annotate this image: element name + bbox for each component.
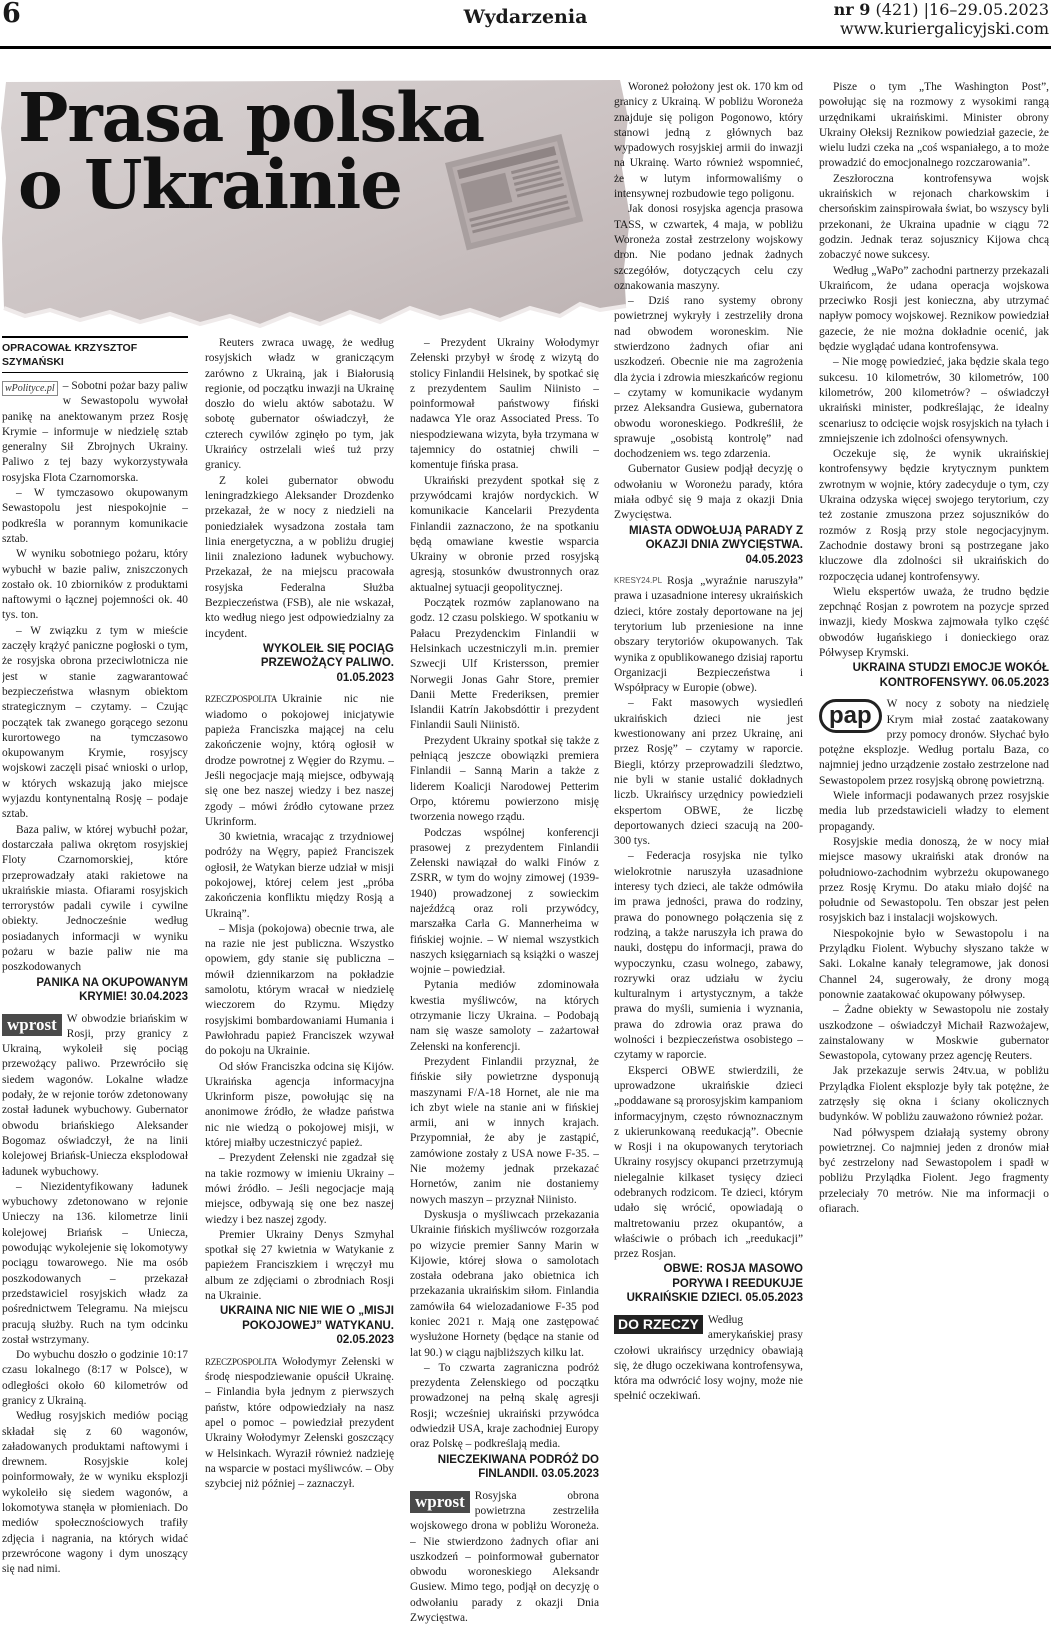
art3-headline: UKRAINA NIC NIE WIE O „MISJI POKOJOWEJ” WATYKANU. 02.05.2023 <box>220 1305 394 1347</box>
art7-headline: UKRAINA STUDZI EMOCJE WOKÓŁ KONTROFENSYWY. 06.05.2023 <box>852 662 1049 689</box>
art2-p1: W obwodzie briańskim w Rosji, przy granicy z Ukrainą, wykoleił się pociąg przewożący paliwo. Przewróciło się siedem wagonów. Lokalne władze podały, że w rejonie torów zdetonowany został ładunek wybuchowy. Gubernator obwodu briańskiego Aleksander Bogomaz oświadczył, że na linii kolejowej Briańsk-Uniecza eksplodował ładunek wybuchowy. <box>2 1012 188 1178</box>
art7-p1: Według amerykańskiej prasy czołowi ukraińscy urzędnicy obawiają się, że długo oczekiwana kontrofensywa, która ma odwrócić losy wojny, może nie spełnić oczekiwań. <box>614 1313 803 1403</box>
art4-p4: Początek rozmów zaplanowano na godz. 12 czasu polskiego. W spotkaniu w Pałacu Prezydenckim Finlandii w Helsinkach uczestniczyli m.in. premier Szwecji Ulf Kristersson, premier Norwegii Jonas Gahr Store, premier Danii Mette Frederiksen, premier Islandii Katrín Jakobsdóttir i prezydent Finlandii Sauli Niinistö. <box>410 597 599 732</box>
byline: OPRACOWAŁ KRZYSZTOF SZYMAŃSKI <box>2 336 188 373</box>
art3-p3: – Misja (pokojowa) obecnie trwa, ale na razie nie jest publiczna. Wszystko opowiem, gdy stanie się publiczna – mówił dziennikarzom na pokładzie samolotu, którym wracał w niedzielę wieczorem do Rzymu. Między rosyjskimi bombardowaniami Humania i Pawłohradu papież Franciszek wzywał do pokoju na Ukrainie. <box>205 922 394 1058</box>
art4-p1: Wołodymyr Zełenski w środę niespodziewanie opuścił Ukrainę. – Finlandia była jednym z pierwszych państw, które odpowiedziały na nasz apel o pomoc – powiedział prezydent Ukrainy Wołodymyr Zełenski goszczący w Helsinkach. Wyraził również nadzieję na wsparcie w postaci myśliwców. – Oby szybciej niż później – zaznaczył. <box>205 1355 394 1491</box>
art8-p7: Nad półwyspem działają systemy obrony powietrznej. Co najmniej jeden z dronów miał być zestrzelony nad Sewastopolem i spadł w pobliżu Przylądka Fiolent. Jego fragmenty przeleciały 70 metrów. Nie ma informacji o ofiarach. <box>819 1126 1049 1216</box>
art7-p7: Wielu ekspertów uważa, że trudno będzie zepchnąć Rosjan z powrotem na pozycje sprzed inwazji, kiedy Moskwa zajmowała tylko część obwodów ługańskiego i donieckiego oraz Półwysep Krymski. <box>819 585 1049 659</box>
column-1 <box>2 336 188 1634</box>
issue-number: nr 9 <box>833 0 871 19</box>
column-3 <box>410 336 599 1634</box>
art2-p5: Reuters zwraca uwagę, że według rosyjskich władz w graniczącym zarówno z Ukrainą, jak i Białorusią regionie, od początku inwazji na Ukrainę doszło do wielu aktów sabotażu. W sobotę gubernator oświadczył, że czterech cywilów zginęło po tym, jak Ukraińcy ostrzelali wieś tuż przy granicy. <box>205 337 394 472</box>
rzeczpospolita-logo: RZECZPOSPOLITA <box>205 694 278 705</box>
art7-p3: Zeszłoroczna kontrofensywa wojsk ukraińskich w rejonach charkowskim i chersońskim zainspirowała świat, bo wszyscy byli przekonani, że Ukraina upadnie w ciągu 72 godzin. Jednak teraz sojusznicy Kijowa chcą zobaczyć nowe sukcesy. <box>819 172 1049 262</box>
art6-p1: Rosja „wyraźnie naruszyła” prawa i uzasadnione interesy ukraińskich dzieci, które zostały deportowane na jej terytorium lub przeniesione na inne obszary terytoriów okupowanych. Tak wynika z opublikowanego dzisiaj raportu Organizacji Bezpieczeństwa i Współpracy w Europie (obwe). <box>614 575 803 695</box>
dorzeczy-logo: DO RZECZY <box>614 1315 703 1334</box>
art4-p8: Prezydent Finlandii przyznał, że fińskie siły powietrzne dysponują maszynami F/A-18 Hornet, ale nie ma ich zbyt wiele na stanie ani w fińskiej armii, ani w innych krajach. Przypomniał, że aby je zastąpić, zamówione zostały z USA nowe F-35. – Nie możemy jednak przekazać Hornetów, zanim nie dostaniemy nowych maszyn – przyznał Niinisto. <box>410 1055 599 1206</box>
wprost-logo-2: wprost <box>410 1491 470 1513</box>
art7-p4: Według „WaPo” zachodni partnerzy przekazali Ukraińcom, że udana operacja wojskowa przeciwko Rosji jest konieczna, aby utrzymać napływ pomocy wojskowej. Reznikow powiedział gazecie, że nie można dokładnie ocenić, jak będzie wyglądać udana kontrofensywa. <box>819 264 1049 354</box>
art8-p4: Niespokojnie było w Sewastopolu i na Przylądku Fiolent. Wybuchy słyszano także w Saki. Lokalne kanały telegramowe, jak donosi Channel 24, sugerowały, że drony mogą ponownie zaatakować okupowany półwysep. <box>819 927 1049 1001</box>
website-link[interactable]: www.kuriergalicyjski.com <box>839 19 1049 38</box>
page-header <box>0 0 1051 49</box>
art7-p6: Oczekuje się, że wynik ukraińskiej kontrofensywy będzie krytycznym punktem zwrotnym w wojnie, który zadecyduje o tym, czy Ukraina odzyska więcej swojego terytorium, czy też zostanie zmuszona przez sojuszników do rozmów z Rosją przy stole negocjacyjnym. Zachodnie dostawy broni są postrzegane jako kluczowe dla zdolności sił ukraińskich do rozpoczęcia udanej kontrofensywy. <box>819 448 1049 583</box>
art7-p2: Pisze o tym „The Washington Post”, powołując się na rozmowy z wysokimi rangą urzędnikami ukraińskimi. Minister obrony Ukrainy Ołeksij Reznikow powiedział gazecie, że wielu ludzi czeka na „coś wspaniałego, a to może prowadzić do emocjonalnego rozczarowania”. <box>819 81 1049 170</box>
art8-p3: Rosyjskie media donoszą, że w nocy miał miejsce masowy ukraiński atak dronów na południowo-zachodnim wybrzeżu okupowanego przez Rosję Krymu. Do ataku miało dojść na południe od Sewastopolu. Ten obszar jest pełen rosyjskich baz i instalacji wojskowych. <box>819 835 1049 925</box>
art5-p1: Rosyjska obrona powietrzna zestrzeliła wojskowego drona w pobliżu Woroneża. – Nie stwierdzono żadnych ofiar ani uszkodzeń – poinformował gubernator obwodu woroneskiego Aleksandr Gusiew. Mimo tego, podjął on decyzję o odwołaniu parady z okazji Dnia Zwycięstwa. <box>410 1489 599 1625</box>
art4-p10: – To czwarta zagraniczna podróż prezydenta Zełenskiego od początku prowadzonej na pełną skalę agresji Rosji; wcześniej ukraiński przywódca odwiedził USA, kraje zachodniej Europy oraz Polskę – podkreślają media. <box>410 1361 599 1451</box>
art8-p1: W nocy z soboty na niedzielę Krym miał zostać zaatakowany przy pomocy dronów. Słychać było potężne eksplozje. Według portalu Baza, co najmniej jedno urządzenie zostało zestrzelone nad Sewastopolem przez rosyjską obronę powietrzną. <box>819 698 1049 787</box>
title-banner <box>0 78 632 328</box>
art5-p3: Jak donosi rosyjska agencja prasowa TASS, w czwartek, 4 maja, w pobliżu Woroneża został zestrzelony wojskowy dron. Nie podano jednak żadnych szczegółów, dotyczących celu czy oznakowania maszyny. <box>614 203 803 292</box>
art8-p6: Jak przekazuje serwis 24tv.ua, w pobliżu Przylądka Fiolent eksplozje były tak potężne, że zatrzęsły się okna i ściany okolicznych budynków. W pobliżu zauważono również pożar. <box>819 1065 1049 1124</box>
art8-p5: – Żadne obiekty w Sewastopolu nie zostały uszkodzone – oświadczył Michaił Razwożajew, zainstalowany w Moskwie gubernator Sewastopola, cytowany przez agencję Reuters. <box>819 1004 1049 1063</box>
column-5 <box>819 80 1049 1634</box>
art4-p9: Dyskusja o myśliwcach przekazania Ukrainie fińskich myśliwców rozgorzała po wizycie premier Sanny Marin w Kijowie, której słowa o samolotach została odebrana jako obietnica ich przekazania ukraińskim siłom. Finlandia zamówiła 64 wielozadaniowe F-35 pod koniec 2021 r. Mają one zastępować wysłużone Hornety (będące na stanie od lat 90.) w ciągu najbliższych kilku lat. <box>410 1208 599 1359</box>
rzeczpospolita-logo-2: RZECZPOSPOLITA <box>205 1356 278 1367</box>
section-title: Wydarzenia <box>463 6 588 28</box>
wprost-logo: wprost <box>2 1014 62 1036</box>
art2-p6: Z kolei gubernator obwodu leningradzkiego Aleksander Drozdenko przekazał, że w nocy z niedzieli na poniedziałek wysadzona została tam linia energetyczna, a w pobliżu drugiej linii znaleziono ładunek wybuchowy. Przekazał, że na miejscu pracowała rosyjska Federalna Służba Bezpieczeństwa (FSB), ale nie wskazał, kto według niego jest odpowiedzialny za incydent. <box>205 474 394 640</box>
art2-p3: Do wybuchu doszło o godzinie 10:17 czasu lokalnego (8:17 w Polsce), w odległości około 60 kilometrów od granicy z Ukrainą. <box>2 1349 188 1407</box>
art2-headline: WYKOLEIŁ SIĘ POCIĄG PRZEWOŻĄCY PALIWO. 01.05.2023 <box>260 642 394 684</box>
art7-p5: – Nie mogę powiedzieć, jaka będzie skala tego sukcesu. 10 kilometrów, 30 kilometrów, 100 kilometrów, 200 kilometrów? – oświadczył ukraiński minister, podkreślając, że idealny scenariusz to odcięcie wojsk rosyjskich na tyłach i zmniejszenie ich zdolności ofensywnych. <box>819 356 1049 445</box>
art6-headline: OBWE: ROSJA MASOWO PORYWA I REEDUKUJE UKRAIŃSKIE DZIECI. 05.05.2023 <box>626 1263 803 1305</box>
art6-p3: – Federacja rosyjska nie tylko wielokrotnie naruszyła uzasadnione interesy tych dzieci, ale także odmówiła im prawa jedności, prawa do rodziny, prawa do ponownego połączenia się z rodziną, a także naruszyła ich prawa do nauki, dostępu do informacji, prawa do wypoczynku, czasu wolnego, zabawy, rozrywki oraz udziału w życiu kulturalnym i artystycznym, a także prawa do myśli, sumienia i wyznania, prawa do zdrowia oraz prawa do wolności i bezpieczeństwa osobistego – czytamy w raporcie. <box>614 850 803 1062</box>
page-title <box>18 78 485 224</box>
art1-p5: Baza paliw, w której wybuchł pożar, dostarczała paliwa okrętom rosyjskiej Floty Czarnomorskiej, które przeprowadzały ataki rakietowe na ukraińskie miasta. Ofiarami rosyjskich terrorystów padali cywile i cywilne obiekty. Jednocześnie według posiadanych informacji w wyniku pożaru w bazie paliw nie ma poszkodowanych <box>2 823 188 974</box>
art4-headline: NIECZEKIWANA PODRÓŻ DO FINLANDII. 03.05.2023 <box>437 1453 599 1481</box>
art1-p4: – W związku z tym w mieście zaczęły krążyć paniczne pogłoski o tym, że rosyjska obrona przeciwlotnicza nie jest w stanie zagwarantować bezpieczeństwa własnym obiektom strategicznym – czytamy. – Czując początek tak zwanego gorącego sezonu kurortowego na tymczasowo okupowanym Krymie, rosyjscy wojskowi zaczęli pisać wnioski o urlop, w których wskazują jako miejsce wyjazdu kontynentalną Rosję – podaje sztab. <box>2 624 188 821</box>
column-2 <box>205 336 394 1634</box>
art2-p2: – Niezidentyfikowany ładunek wybuchowy zdetonowano w rejonie Unieczy na 136. kilometrze linii kolejowej Briańsk – Uniecza, powodując wykolejenie się lokomotywy pociągu towarowego. Nie ma osób poszkodowanych – przekazał przedstawiciel rosyjskich władz za pośrednictwem Telegramu. Na miejscu pracują służby. Ruch na tym odcinku został wstrzymany. <box>2 1180 188 1346</box>
art2-p4: Według rosyjskich mediów pociąg składał się z 60 wagonów, załadowanych produktami naftowymi i drewnem. Rosyjskie kolej poinformowały, że w wyniku eksplozji wykoleiło się siedem wagonów, a lokomotywa stanęła w płomieniach. Do mediów społecznościowych trafiły zdjęcia i nagrania, na których widać przewrócone wagony i dym unoszący się nad nimi. <box>2 1410 188 1576</box>
art3-p6: Premier Ukrainy Denys Szmyhal spotkał się 27 kwietnia w Watykanie z papieżem Franciszkiem i wręczył mu album ze zdjęciami o zbrodniach Rosji na Ukrainie. <box>205 1228 394 1303</box>
art4-p5: Prezydent Ukrainy spotkał się także z pełniącą jeszcze obowiązki premiera Finlandii – Sanną Marin a także z liderem Koalicji Narodowej Petterim Orpo, któremu powierzono misję tworzenia nowego rządu. <box>410 734 599 824</box>
art6-p4: Eksperci OBWE stwierdzili, że uprowadzone ukraińskie dzieci „poddawane są prorosyjskim kampaniom informacyjnym, często równoznacznym z ukierunkowaną reedukacją”. Obecnie w Rosji i na okupowanych terytoriach Ukrainy rosyjscy okupanci przetrzymują nielegalnie kilkaset tysięcy dzieci odebranych rodzicom. Te dzieci, którym udało się wrócić, opowiadają o maltretowaniu przez okupantów, a właściwie o próbach ich „reedukacji” przez Rosjan. <box>614 1064 803 1261</box>
art3-p4: Od słów Franciszka odcina się Kijów. Ukraińska agencja informacyjna Ukrinform pisze, powołując się na anonimowe źródło, że władze państwa nic nie wiedzą o pokojowej misji, w której miałby uczestniczyć papież. <box>205 1060 394 1150</box>
art1-p1: – Sobotni pożar bazy paliw w Sewastopolu wywołał panikę na anektowanym przez Rosję Krymie – informuje w niedzielę sztab generalny Sił Zbrojnych Ukrainy. Paliwo z tej bazy wykorzystywała rosyjska Flota Czarnomorska. <box>2 380 188 484</box>
art1-headline: PANIKA NA OKUPOWANYM KRYMIE! 30.04.2023 <box>36 976 188 1004</box>
art3-p2: 30 kwietnia, wracając z trzydniowej podróży na Węgry, papież Franciszek ogłosił, że Watykan bierze udział w misji pokojowej, której celem jest „próba zakończenia konfliktu między Rosją a Ukrainą”. <box>205 831 394 920</box>
art1-p2: – W tymczasowo okupowanym Sewastopolu jest niespokojnie – podkreśla w porannym komunikacie sztab. <box>2 487 188 545</box>
issue-dates: (421) |16–29.05.2023 <box>870 0 1049 19</box>
art6-p2: – Fakt masowych wysiedleń ukraińskich dzieci nie jest kwestionowany ani przez Ukrainę, ani przez Rosję” – czytamy w raporcie. Biegli, którzy przeprowadzili śledztwo, nie byli w stanie ustalić dokładnych liczb. Ukraińscy urzędnicy powiedzieli ekspertom OBWE, że liczbę deportowanych dzieci szacują na 200-300 tys. <box>614 697 803 848</box>
art5-p2: Woroneż położony jest ok. 170 km od granicy z Ukrainą. W pobliżu Woroneża znajduje się poligon Pogonowo, który stanowi jedną z głównych baz wypadowych rosyjskiej armii do inwazji na Ukrainę. Warto również wspomnieć, że w lutym informowaliśmy o intensywnej rozbudowie tego poligonu. <box>614 81 803 201</box>
pap-logo: pap <box>819 699 882 733</box>
kresy-logo: KRESY24.PL <box>614 576 663 586</box>
title-line-1: Prasa polska <box>18 78 485 157</box>
art4-p7: Pytania mediów zdominowała kwestia myśliwców, na których otrzymanie liczy Ukraina. – Podobają nam się wasze samoloty – zażartował Zełenski na konferencji. <box>410 979 599 1053</box>
art1-p3: W wyniku sobotniego pożaru, który wybuchł w bazie paliw, zniszczonych zostało ok. 10 zbiorników z produktami naftowymi o łącznej pojemności ok. 40 tys. ton. <box>2 548 188 622</box>
page-number: 6 <box>2 0 21 29</box>
art4-p3: Ukraiński prezydent spotkał się z przywódcami krajów nordyckich. W komunikacie Kancelarii Prezydenta Finlandii zaznaczono, że na spotkaniu będą omawiane kwestie wsparcia Ukrainy w obronie przed rosyjską agresją, stosunków dwustronnych oraz aktualnej sytuacji geopolitycznej. <box>410 474 599 594</box>
issue-info <box>834 0 1049 38</box>
art3-p5: – Prezydent Zełenski nie zgadzał się na takie rozmowy w imieniu Ukrainy – mówi źródło. – Jeśli negocjacje mają miejsce, odbywają się one bez naszej wiedzy i bez naszej zgody. <box>205 1152 394 1226</box>
art8-p2: Wiele informacji podawanych przez rosyjskie media lub przedstawicieli władzy to element propagandy. <box>819 790 1049 833</box>
art5-headline: MIASTA ODWOŁUJĄ PARADY Z OKAZJI DNIA ZWYCIĘSTWA. 04.05.2023 <box>629 524 803 566</box>
title-line-2: o Ukrainie <box>18 145 402 224</box>
art4-p2: – Prezydent Ukrainy Wołodymyr Zełenski przybył w środę z wizytą do stolicy Finlandii Helsinek, by spotkać się z prezydentem Saulim Niinisto – poinformował państwowy fiński nadawca Yle oraz Associated Press. To niespodziewana wizyta, była trzymana w tajemnicy do ostatniej chwili – komentuje fińska prasa. <box>410 337 599 472</box>
column-4 <box>614 80 803 1634</box>
art4-p6: Podczas wspólnej konferencji prasowej z prezydentem Finlandii Zełenski nawiązał do walki Finów z ZSRR, w tym do wojny zimowej (1939-1940) prowadzonej z sowieckim najeźdźcą oraz roli przywódcy, marszałka Carla G. Mannerheima w fińskiej wojnie. – W niemal wszystkich naszych księgarniach są książki o waszej wojnie – powiedział. <box>410 826 599 977</box>
art5-p5: Gubernator Gusiew podjął decyzję o odwołaniu w Woroneżu parady, która miała odbyć się 9 maja z okazji Dnia Zwycięstwa. <box>614 463 803 522</box>
wpolityce-logo: wPolityce.pl <box>2 381 58 396</box>
art5-p4: – Dziś rano systemy obrony powietrznej wykryły i zestrzeliły drona nad obwodem woroneskim. Nie stwierdzono żadnych ofiar ani uszkodzeń. Obecnie nie ma zagrożenia dla życia i zdrowia mieszkańców regionu – czytamy w komunikacie wydanym przez Aleksandra Gusiewa, gubernatora obwodu woroneskiego. Podkreślił, że sprawuje „osobistą kontrolę” nad dochodzeniem ws. tego zdarzenia. <box>614 295 803 461</box>
art3-p1: Ukrainie nic nie wiadomo o pokojowej inicjatywie papieża Franciszka mającej na celu zakończenie wojny, którą ogłosił w drodze powrotnej z Węgier do Rzymu. – Jeśli negocjacje mają miejsce, odbywają się one bez naszej wiedzy i bez naszej zgody – mówi źródło cytowane przez Ukrinform. <box>205 693 394 828</box>
